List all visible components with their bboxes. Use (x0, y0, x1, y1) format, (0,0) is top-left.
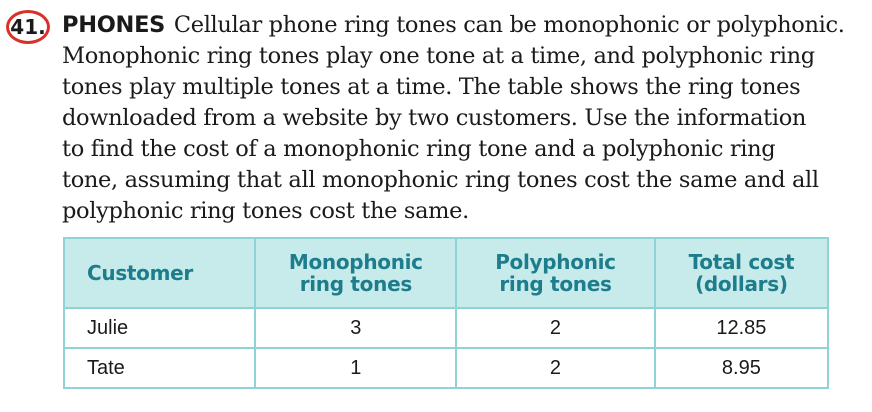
problem-line-4: downloaded from a website by two customers. Use the information (62, 105, 807, 131)
problem-text (62, 10, 862, 227)
cell-polyphonic: 2 (456, 348, 655, 388)
table-header-row (64, 238, 828, 308)
problem-number-badge (6, 10, 50, 44)
table-row (64, 308, 828, 348)
header-monophonic-line1: Monophonic (288, 250, 423, 274)
problem-line-5: to find the cost of a monophonic ring tone and a polyphonic ring (62, 136, 776, 162)
header-polyphonic-line1: Polyphonic (495, 250, 616, 274)
header-polyphonic-line2: ring tones (499, 272, 612, 296)
cell-total: 12.85 (655, 308, 828, 348)
problem-line-3: tones play multiple tones at a time. The table shows the ring tones (62, 74, 801, 100)
problem-line-7: polyphonic ring tones cost the same. (62, 198, 469, 224)
header-total-line1: Total cost (688, 250, 795, 274)
header-customer (64, 238, 255, 308)
table-row (64, 348, 828, 388)
header-total-line2: (dollars) (695, 272, 788, 296)
problem-line-6: tone, assuming that all monophonic ring tones cost the same and all (62, 167, 819, 193)
problem-line-1 (62, 10, 862, 41)
cell-monophonic: 3 (255, 308, 456, 348)
cell-polyphonic: 2 (456, 308, 655, 348)
cell-customer: Tate (64, 348, 255, 388)
header-total-cost (655, 238, 828, 308)
header-monophonic-line2: ring tones (299, 272, 412, 296)
cell-customer: Julie (64, 308, 255, 348)
problem-number: 41. (10, 15, 46, 39)
problem-keyword: PHONES (62, 12, 166, 38)
cell-monophonic: 1 (255, 348, 456, 388)
cell-total: 8.95 (655, 348, 828, 388)
header-customer-label: Customer (87, 261, 193, 285)
header-polyphonic (456, 238, 655, 308)
header-monophonic (255, 238, 456, 308)
problem-line-1-text: Cellular phone ring tones can be monophonic or polyphonic. (173, 12, 845, 38)
ring-tones-table (63, 237, 829, 389)
problem-line-2: Monophonic ring tones play one tone at a time, and polyphonic ring (62, 43, 815, 69)
